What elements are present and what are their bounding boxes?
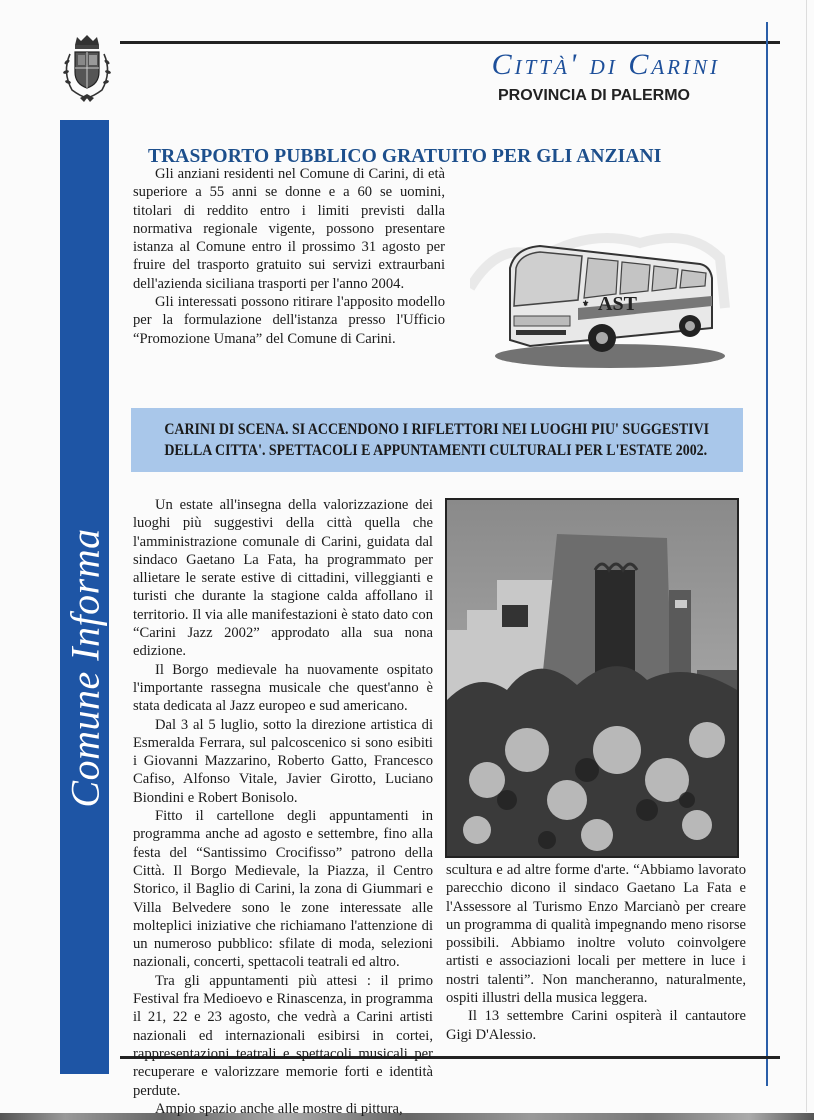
article2-headline-line2: DELLA CITTA'. SPETTACOLI E APPUNTAMENTI CULTURALI PER L'ESTATE 2002. [164, 441, 708, 459]
article2-paragraph: Il Borgo medievale ha nuovamente ospitato l'importante rassegna musicale che quest'anno è stata dedicata al Jazz europeo e sud americano. [133, 661, 433, 715]
article2-left-column [133, 496, 433, 1118]
article2-banner [131, 408, 743, 472]
article2-paragraph: Un estate all'insegna della valorizzazione dei luoghi più suggestivi della città quella che l'amministrazione comunale di Carini, guidata dal sindaco Gaetano La Fata, ha programmato per allietare le serate estive di cittadini, villeggianti e turisti che durante la stagione calda affollano il territorio. Il via alle manifestazioni è stato dato con “Carini Jazz 2002” approdato alla sua nona edizione. [133, 497, 433, 660]
page-edge [806, 0, 807, 1112]
article2-paragraph: scultura e ad altre forme d'arte. “Abbiamo lavorato parecchio dicono il sindaco Gaetano La Fata e l'Assessore al Turismo Enzo Marcianò per creare un programma di qualità impegnando meno risorse possibili. Abbiamo inoltre voluto coinvolgere artisti e associazioni locali per mettere in luce i nostri talenti”. Non mancheranno, naturalmente, ospiti illustri della musica leggera. [446, 862, 746, 1007]
article2-headline-line1: CARINI DI SCENA. SI ACCENDONO I RIFLETTORI NEI LUOGHI PIU' SUGGESTIVI [164, 420, 710, 438]
article1-body [133, 165, 445, 348]
castle-photo [445, 498, 739, 858]
vertical-rule [766, 22, 768, 1086]
article1-headline: TRASPORTO PUBBLICO GRATUITO PER GLI ANZIANI [148, 146, 662, 167]
article1-paragraph: Gli interessati possono ritirare l'apposito modello per la formulazione dell'istanza presso l'Ufficio “Promozione Umana” del Comune di Carini. [133, 294, 445, 347]
coat-of-arms-icon [56, 32, 118, 104]
article2-paragraph: Il 13 settembre Carini ospiterà il cantautore Gigi D'Alessio. [446, 1008, 746, 1043]
sidebar-band [60, 120, 109, 1074]
article2-paragraph: Ampio spazio anche alle mostre di pittura, [155, 1100, 403, 1117]
bus-illustration [470, 228, 735, 378]
province-subtitle: PROVINCIA DI PALERMO [497, 87, 690, 104]
svg-text:⚜: ⚜ [582, 299, 590, 308]
article2-right-column [446, 861, 746, 1044]
article2-headline [165, 419, 710, 461]
article2-paragraph: Dal 3 al 5 luglio, sotto la direzione artistica di Esmeralda Ferrara, sul palcoscenico si sono esibiti i Giovanni Mazzarino, Roberto Gatto, Francesco Cafiso, Alfonso Vitale, Javier Girotto, Luciano Biondini e Robert Bonisolo. [133, 716, 433, 806]
top-rule [120, 41, 780, 44]
article1-paragraph: Gli anziani residenti nel Comune di Carini, di età superiore a 55 anni se donne e a 60 se uomini, titolari di reddito entro i limiti previsti dalla normativa regionale vigente, possono presentare istanza al Comune entro il prossimo 31 agosto per fruire del trasporto gratuito sui servizi extraurbani dell'azienda siciliana trasporti per l'anno 2004. [133, 166, 445, 292]
article2-paragraph: Fitto il cartellone degli appuntamenti in programma anche ad agosto e settembre, fino alla festa del “Santissimo Crocifisso” patrono della Città. Il Borgo Medievale, la Piazza, il Centro Storico, il Baglio di Carini, la zona di Giummari e Villa Belvedere sono le zone interessate alle molteplici iniziative che richiamano l'attenzione di un numeroso pubblico: sfilate di moda, selezioni nazionali, concerti, spettacoli teatrali ed altro. [133, 808, 433, 971]
sidebar-label: Comune Informa [62, 528, 107, 808]
city-title: Città' di Carini [491, 48, 720, 81]
bus-ast-label: AST [598, 293, 637, 315]
article2-paragraph: Tra gli appuntamenti più attesi : il primo Festival fra Medioevo e Rinascenza, in programma il 21, 22 e 23 agosto, che vedrà a Carini artisti nazionali ed internazionali esibirsi in cortei, rappresentazioni teatrali e spettacoli musicali per recuperare e valorizzare memorie forti e identità perdute. [133, 972, 433, 1099]
